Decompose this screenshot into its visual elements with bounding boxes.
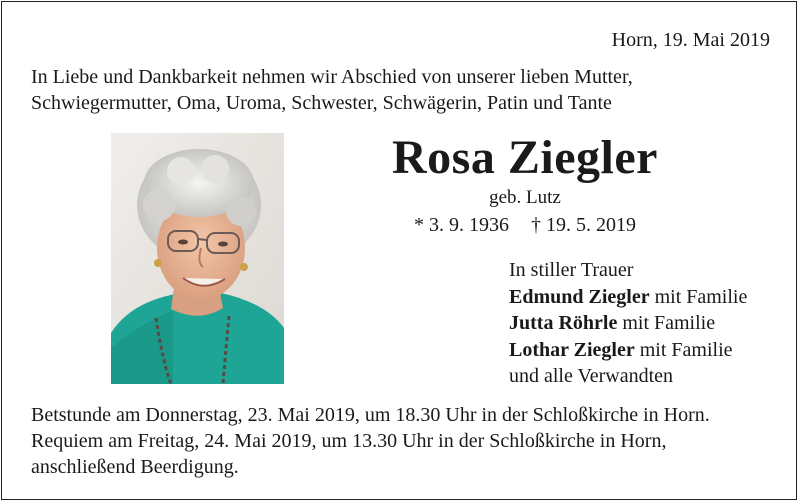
portrait-image	[111, 133, 284, 384]
mourner-suffix: mit Familie	[649, 285, 748, 308]
intro-line: In Liebe und Dankbarkeit nehmen wir Abschied von unserer lieben Mutter,	[31, 66, 633, 88]
mourner-suffix: mit Familie	[634, 338, 733, 361]
deceased-name: Rosa Ziegler	[392, 131, 658, 184]
deceased-block	[380, 130, 670, 238]
mourner-suffix: mit Familie	[617, 312, 716, 334]
intro-text	[31, 64, 771, 116]
service-line: anschließend Beerdigung.	[31, 456, 239, 478]
life-dates	[380, 212, 670, 238]
service-line: Betstunde am Donnerstag, 23. Mai 2019, um 18.30 Uhr in der Schloßkirche in Horn.	[31, 404, 710, 426]
service-info	[31, 402, 781, 480]
birth-date: * 3. 9. 1936	[414, 214, 509, 236]
mourner-entry	[509, 310, 747, 337]
mourner-entry	[509, 284, 747, 311]
mourner-name: Jutta Röhrle	[509, 312, 618, 334]
mourners-closing: und alle Verwandten	[509, 365, 674, 387]
maiden-name: geb. Lutz	[489, 187, 561, 208]
death-date: † 19. 5. 2019	[531, 214, 636, 236]
intro-line: Schwiegermutter, Oma, Uroma, Schwester, Schwägerin, Patin und Tante	[31, 92, 612, 114]
place-date: Horn, 19. Mai 2019	[611, 29, 770, 51]
mourner-entry	[509, 337, 747, 364]
portrait-photo	[111, 133, 284, 384]
mourners-heading: In stiller Trauer	[509, 259, 634, 281]
mourner-name: Lothar Ziegler	[509, 338, 635, 361]
service-line: Requiem am Freitag, 24. Mai 2019, um 13.30 Uhr in der Schloßkirche in Horn,	[31, 430, 667, 452]
mourners-list	[509, 257, 747, 390]
mourner-name: Edmund Ziegler	[509, 285, 650, 308]
